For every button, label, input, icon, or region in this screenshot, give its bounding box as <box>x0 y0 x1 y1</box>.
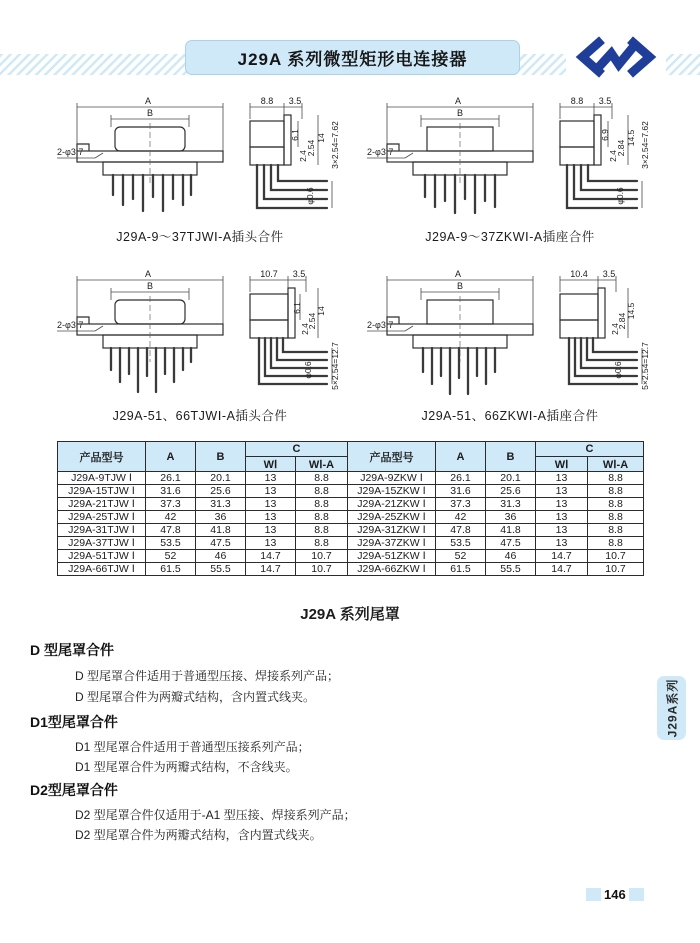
dim-B: B <box>146 281 154 291</box>
table-cell: 8.8 <box>588 537 644 550</box>
figure-socket-51-66 <box>365 266 655 424</box>
table-cell: 10.7 <box>588 550 644 563</box>
table-row <box>58 485 644 498</box>
table-cell: 8.8 <box>588 472 644 485</box>
dim-B: B <box>456 108 464 118</box>
table-cell: 13 <box>246 511 296 524</box>
table-cell: 8.8 <box>296 537 348 550</box>
table-cell: 13 <box>536 498 588 511</box>
figure-caption: J29A-51、66TJWⅠ-A插头合件 <box>112 409 288 423</box>
tail-section-heading: J29A 系列尾罩 <box>300 606 400 623</box>
page-number-right-bar <box>629 888 644 901</box>
dim-d1: 2.4 <box>300 323 310 335</box>
table-cell: 13 <box>246 485 296 498</box>
table-cell: 42 <box>146 511 196 524</box>
table-cell: 13 <box>246 524 296 537</box>
table-cell: 25.6 <box>486 485 536 498</box>
table-cell: 8.8 <box>588 524 644 537</box>
table-row <box>58 511 644 524</box>
dim-pin: φ0.6 <box>615 187 625 205</box>
table-cell: 36 <box>486 511 536 524</box>
table-cell: 14.7 <box>246 550 296 563</box>
table-cell: 47.5 <box>196 537 246 550</box>
table-cell: 8.8 <box>588 498 644 511</box>
dim-pitch: 5×2.54=12.7 <box>640 342 650 390</box>
table-cell: 8.8 <box>296 485 348 498</box>
spec-table <box>57 441 644 576</box>
dim-B: B <box>456 281 464 291</box>
col-header-c: C <box>536 442 644 457</box>
table-cell: 53.5 <box>146 537 196 550</box>
table-cell: J29A-51TJW Ⅰ <box>58 550 146 563</box>
page-number-block <box>586 887 644 902</box>
table-cell: 31.6 <box>146 485 196 498</box>
table-cell: 8.8 <box>296 511 348 524</box>
dim-w2: 3.5 <box>292 269 306 279</box>
table-cell: 41.8 <box>196 524 246 537</box>
dim-A: A <box>454 269 462 279</box>
table-cell: 26.1 <box>436 472 486 485</box>
table-cell: J29A-9ZKW Ⅰ <box>348 472 436 485</box>
table-cell: J29A-15ZKW Ⅰ <box>348 485 436 498</box>
dim-d3: 14 <box>316 133 326 143</box>
table-cell: 13 <box>536 472 588 485</box>
dim-A: A <box>144 96 152 106</box>
table-cell: 52 <box>146 550 196 563</box>
table-cell: 25.6 <box>196 485 246 498</box>
table-cell: 10.7 <box>296 563 348 576</box>
table-cell: J29A-66ZKW Ⅰ <box>348 563 436 576</box>
section-line: D1 型尾罩合件适用于普通型压接系列产品； <box>75 740 310 754</box>
col-header-model: 产品型号 <box>348 442 436 472</box>
dim-d2: 2.84 <box>617 312 627 330</box>
table-cell: 31.3 <box>196 498 246 511</box>
dim-w1: 10.4 <box>570 269 588 279</box>
dim-h1: 6.9 <box>600 129 610 141</box>
table-cell: 61.5 <box>146 563 196 576</box>
table-cell: 47.8 <box>146 524 196 537</box>
table-cell: 37.3 <box>146 498 196 511</box>
section-line: D2 型尾罩合件仅适用于-A1 型压接、焊接系列产品； <box>75 808 356 822</box>
table-cell: 14.7 <box>536 550 588 563</box>
table-cell: 14.7 <box>536 563 588 576</box>
dim-A: A <box>454 96 462 106</box>
table-cell: 46 <box>486 550 536 563</box>
col-header-w1: WⅠ <box>246 457 296 472</box>
table-cell: 13 <box>536 537 588 550</box>
table-cell: 31.3 <box>486 498 536 511</box>
table-cell: 8.8 <box>296 498 348 511</box>
dim-hole: 2-φ3.7 <box>57 320 84 330</box>
dim-w1: 8.8 <box>260 96 274 106</box>
table-cell: J29A-25TJW Ⅰ <box>58 511 146 524</box>
table-cell: 26.1 <box>146 472 196 485</box>
drawing-socket-9-37 <box>365 93 655 227</box>
brand-logo-icon <box>574 36 658 78</box>
table-cell: 55.5 <box>196 563 246 576</box>
dim-w2: 3.5 <box>288 96 302 106</box>
col-header-a: A <box>436 442 486 472</box>
dim-d1: 2.4 <box>608 150 618 162</box>
table-cell: 20.1 <box>486 472 536 485</box>
table-cell: 52 <box>436 550 486 563</box>
dim-w1: 10.7 <box>260 269 278 279</box>
table-cell: J29A-25ZKW Ⅰ <box>348 511 436 524</box>
col-header-b: B <box>196 442 246 472</box>
table-cell: 46 <box>196 550 246 563</box>
table-cell: 13 <box>246 472 296 485</box>
table-cell: J29A-31ZKW Ⅰ <box>348 524 436 537</box>
col-header-model: 产品型号 <box>58 442 146 472</box>
table-row <box>58 524 644 537</box>
drawing-socket-51-66 <box>365 266 655 406</box>
table-cell: J29A-21TJW Ⅰ <box>58 498 146 511</box>
dim-d2: 2.84 <box>616 139 626 157</box>
dim-pitch: 5×2.54=12.7 <box>330 342 340 390</box>
series-side-tab-label: J29A系列 <box>665 678 679 738</box>
table-cell: 61.5 <box>436 563 486 576</box>
table-cell: 47.8 <box>436 524 486 537</box>
col-header-c: C <box>246 442 348 457</box>
page-title <box>185 40 520 75</box>
table-cell: 13 <box>246 537 296 550</box>
table-cell: 47.5 <box>486 537 536 550</box>
table-cell: 8.8 <box>296 524 348 537</box>
table-row <box>58 498 644 511</box>
col-header-w1a: WⅠ-A <box>296 457 348 472</box>
table-row <box>58 537 644 550</box>
table-cell: 42 <box>436 511 486 524</box>
table-cell: 8.8 <box>296 472 348 485</box>
table-cell: J29A-37TJW Ⅰ <box>58 537 146 550</box>
table-cell: 8.8 <box>588 511 644 524</box>
table-cell: J29A-51ZKW Ⅰ <box>348 550 436 563</box>
dim-hole: 2-φ3.7 <box>367 147 394 157</box>
table-cell: 20.1 <box>196 472 246 485</box>
section-line: D2 型尾罩合件为两瓣式结构，含内置式线夹。 <box>75 828 322 842</box>
page-title-text: J29A 系列微型矩形电连接器 <box>237 50 468 69</box>
section-line: D 型尾罩合件适用于普通型压接、焊接系列产品； <box>75 669 340 683</box>
table-cell: 13 <box>536 485 588 498</box>
table-cell: 53.5 <box>436 537 486 550</box>
dim-pitch: 3×2.54=7.62 <box>640 121 650 169</box>
spec-table-body <box>58 472 644 576</box>
drawing-plug-9-37 <box>55 93 345 227</box>
dim-h1: 6.1 <box>290 129 300 141</box>
table-cell: J29A-31TJW Ⅰ <box>58 524 146 537</box>
section-title-d2: D2型尾罩合件 <box>30 782 118 798</box>
figure-caption: J29A-51、66ZKWⅠ-A插座合件 <box>421 409 599 423</box>
dim-w2: 3.5 <box>598 96 612 106</box>
table-cell: 41.8 <box>486 524 536 537</box>
figure-caption: J29A-9～37TJWⅠ-A插头合件 <box>116 230 284 244</box>
table-cell: J29A-9TJW Ⅰ <box>58 472 146 485</box>
dim-B: B <box>146 108 154 118</box>
dim-d1: 2.4 <box>298 150 308 162</box>
figure-plug-9-37 <box>55 93 345 245</box>
dim-d2: 2.54 <box>306 139 316 157</box>
series-side-tab <box>657 676 686 740</box>
table-cell: 14.7 <box>246 563 296 576</box>
table-row <box>58 550 644 563</box>
table-cell: 36 <box>196 511 246 524</box>
section-line: D 型尾罩合件为两瓣式结构，含内置式线夹。 <box>75 690 316 704</box>
dim-w1: 8.8 <box>570 96 584 106</box>
table-cell: 13 <box>246 498 296 511</box>
table-cell: 13 <box>536 524 588 537</box>
table-cell: 13 <box>536 511 588 524</box>
dim-d3: 14 <box>316 306 326 316</box>
dim-d2: 2.54 <box>307 312 317 330</box>
figure-plug-51-66 <box>55 266 345 424</box>
col-header-w1: WⅠ <box>536 457 588 472</box>
figure-caption: J29A-9～37ZKWⅠ-A插座合件 <box>425 230 595 244</box>
page-number: 146 <box>604 887 626 902</box>
table-cell: J29A-21ZKW Ⅰ <box>348 498 436 511</box>
section-title-d: D 型尾罩合件 <box>30 642 114 658</box>
dim-pin: φ0.6 <box>305 187 315 205</box>
table-cell: J29A-15TJW Ⅰ <box>58 485 146 498</box>
drawing-plug-51-66 <box>55 266 345 406</box>
table-cell: 8.8 <box>588 485 644 498</box>
section-title-d1: D1型尾罩合件 <box>30 714 118 730</box>
dim-hole: 2-φ3.7 <box>367 320 394 330</box>
dim-d1: 2.4 <box>610 323 620 335</box>
table-cell: 37.3 <box>436 498 486 511</box>
table-cell: 55.5 <box>486 563 536 576</box>
page-number-left-bar <box>586 888 601 901</box>
table-cell: 10.7 <box>296 550 348 563</box>
table-cell: 31.6 <box>436 485 486 498</box>
col-header-b: B <box>486 442 536 472</box>
dim-A: A <box>144 269 152 279</box>
table-row <box>58 563 644 576</box>
dim-pitch: 3×2.54=7.62 <box>330 121 340 169</box>
dim-h1: 6.1 <box>292 302 302 314</box>
figure-socket-9-37 <box>365 93 655 245</box>
dim-hole: 2-φ3.7 <box>57 147 84 157</box>
table-cell: J29A-37ZKW Ⅰ <box>348 537 436 550</box>
table-row <box>58 472 644 485</box>
dim-pin: φ0.6 <box>613 361 623 379</box>
dim-w2: 3.5 <box>602 269 616 279</box>
col-header-a: A <box>146 442 196 472</box>
dim-d3: 14.5 <box>626 129 636 147</box>
dim-pin: φ0.6 <box>303 361 313 379</box>
dim-d3: 14.5 <box>626 302 636 320</box>
table-cell: J29A-66TJW Ⅰ <box>58 563 146 576</box>
section-line: D1 型尾罩合件为两瓣式结构，不含线夹。 <box>75 760 298 774</box>
table-cell: 10.7 <box>588 563 644 576</box>
col-header-w1a: WⅠ-A <box>588 457 644 472</box>
